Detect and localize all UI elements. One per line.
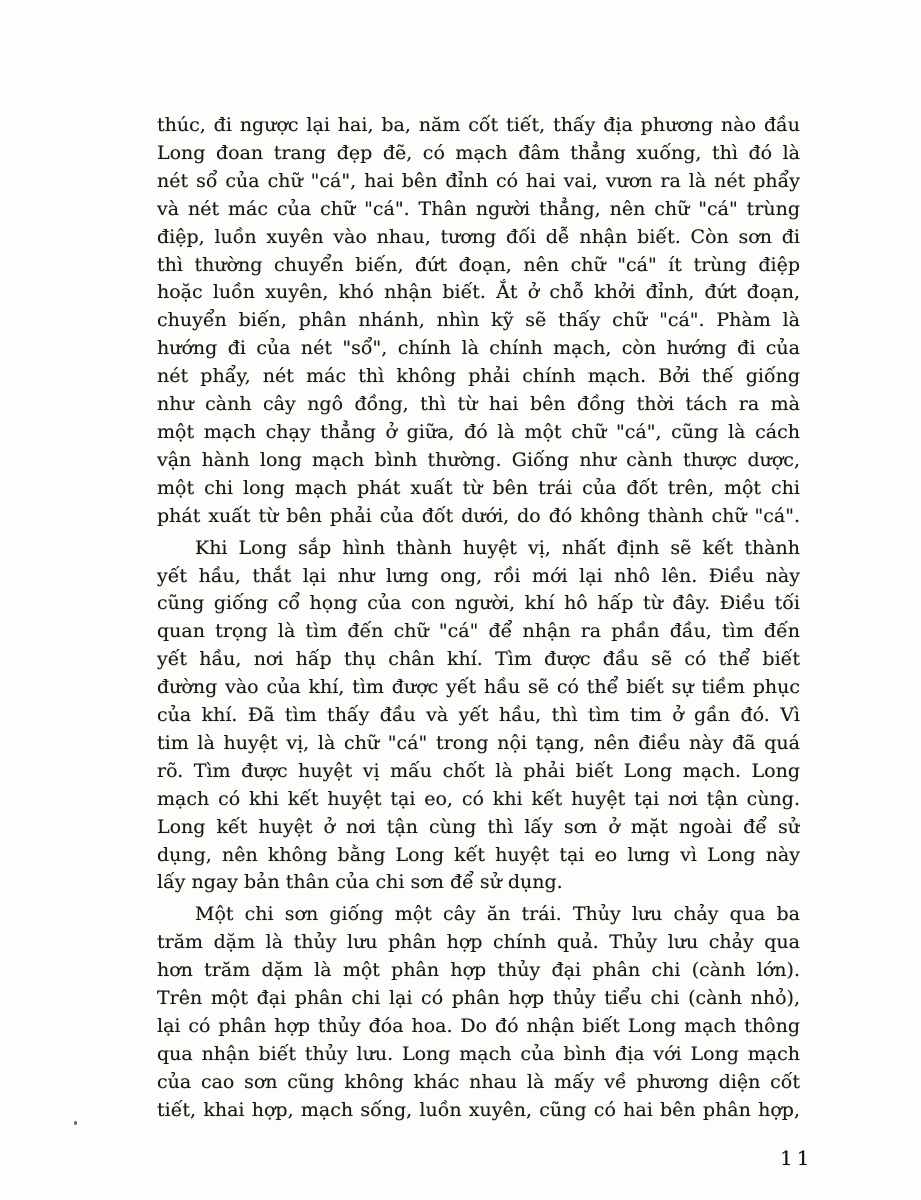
text-line: hướng đi của nét "sổ", chính là chính mạch, còn hướng đi của [157, 337, 800, 360]
text-line: lấy ngay bản thân của chi sơn để sử dụng. [157, 871, 563, 894]
text-line: Long đoan trang đẹp đẽ, có mạch đâm thẳng xuống, thì đó là [157, 141, 800, 164]
text-line: như cành cây ngô đồng, thì từ hai bên đồng thời tách ra mà [157, 393, 800, 416]
text-line: Khi Long sắp hình thành huyệt vị, nhất định sẽ kết thành [195, 536, 800, 559]
text-line: quan trọng là tìm đến chữ "cá" để nhận ra phần đầu, tìm đến [157, 620, 800, 643]
text-line: thúc, đi ngược lại hai, ba, năm cốt tiết, thấy địa phương nào đầu [157, 114, 800, 136]
text-line: dụng, nên không bằng Long kết huyệt tại eo lưng vì Long này [157, 843, 800, 866]
text-line: qua nhận biết thủy lưu. Long mạch của bình địa với Long mạch [157, 1042, 800, 1065]
text-line: nét phẩy, nét mác thì không phải chính mạch. Bởi thế giống [157, 365, 800, 388]
text-line: yết hầu, thắt lại như lưng ong, rồi mới lại nhô lên. Điều này [157, 564, 800, 587]
text-line: chuyển biến, phân nhánh, nhìn kỹ sẽ thấy chữ "cá". Phàm là [157, 309, 800, 332]
text-line: đường vào của khí, tìm được yết hầu sẽ có thể biết sự tiềm phục [157, 676, 800, 699]
page-text [157, 112, 800, 1125]
scan-speck [74, 1121, 77, 1125]
text-line: điệp, luồn xuyên vào nhau, tương đối dễ nhận biết. Còn sơn đi [157, 225, 800, 248]
text-line: một chi long mạch phát xuất từ bên trái của đốt trên, một chi [157, 476, 800, 499]
text-line: Một chi sơn giống một cây ăn trái. Thủy lưu chảy qua ba [195, 903, 800, 926]
text-line: nét sổ của chữ "cá", hai bên đỉnh có hai vai, vươn ra là nét phẩy [157, 169, 800, 192]
page-number: 11 [780, 1146, 814, 1170]
text-line: Long kết huyệt ở nơi tận cùng thì lấy sơn ở mặt ngoài để sử [157, 815, 800, 838]
text-line: hoặc luồn xuyên, khó nhận biết. Ắt ở chỗ khởi đỉnh, đứt đoạn, [157, 281, 800, 304]
paragraph [157, 901, 800, 1124]
paragraph [157, 535, 800, 898]
text-line: hơn trăm dặm là một phân hợp thủy đại phân chi (cành lớn). [157, 959, 800, 982]
text-line: mạch có khi kết huyệt tại eo, có khi kết huyệt tại nơi tận cùng. [157, 787, 800, 810]
text-line: cũng giống cổ họng của con người, khí hô hấp từ đây. Điều tối [157, 592, 800, 615]
text-line: phát xuất từ bên phải của đốt dưới, do đó không thành chữ "cá". [157, 504, 800, 527]
text-line: của cao sơn cũng không khác nhau là mấy về phương diện cốt [157, 1070, 800, 1093]
text-line: một mạch chạy thẳng ở giữa, đó là một chữ "cá", cũng là cách [157, 420, 800, 443]
text-line: yết hầu, nơi hấp thụ chân khí. Tìm được đầu sẽ có thể biết [157, 648, 800, 671]
text-line: vận hành long mạch bình thường. Giống như cành thược dược, [157, 448, 800, 471]
text-line: rõ. Tìm được huyệt vị mấu chốt là phải biết Long mạch. Long [157, 759, 800, 782]
text-line: Trên một đại phân chi lại có phân hợp thủy tiểu chi (cành nhỏ), [157, 987, 800, 1010]
text-line: thì thường chuyển biến, đứt đoạn, nên chữ "cá" ít trùng điệp [157, 253, 800, 276]
text-line: tim là huyệt vị, là chữ "cá" trong nội tạng, nên điều này đã quá [157, 731, 800, 754]
text-line: tiết, khai hợp, mạch sống, luồn xuyên, cũng có hai bên phân hợp, [157, 1098, 800, 1121]
text-line: lại có phân hợp thủy đóa hoa. Do đó nhận biết Long mạch thông [157, 1015, 800, 1037]
paragraph [157, 112, 800, 531]
text-line: của khí. Đã tìm thấy đầu và yết hầu, thì tìm tim ở gần đó. Vì [157, 704, 800, 727]
text-line: trăm dặm là thủy lưu phân hợp chính quả. Thủy lưu chảy qua [157, 931, 800, 954]
text-line: và nét mác của chữ "cá". Thân người thẳng, nên chữ "cá" trùng [157, 197, 800, 220]
